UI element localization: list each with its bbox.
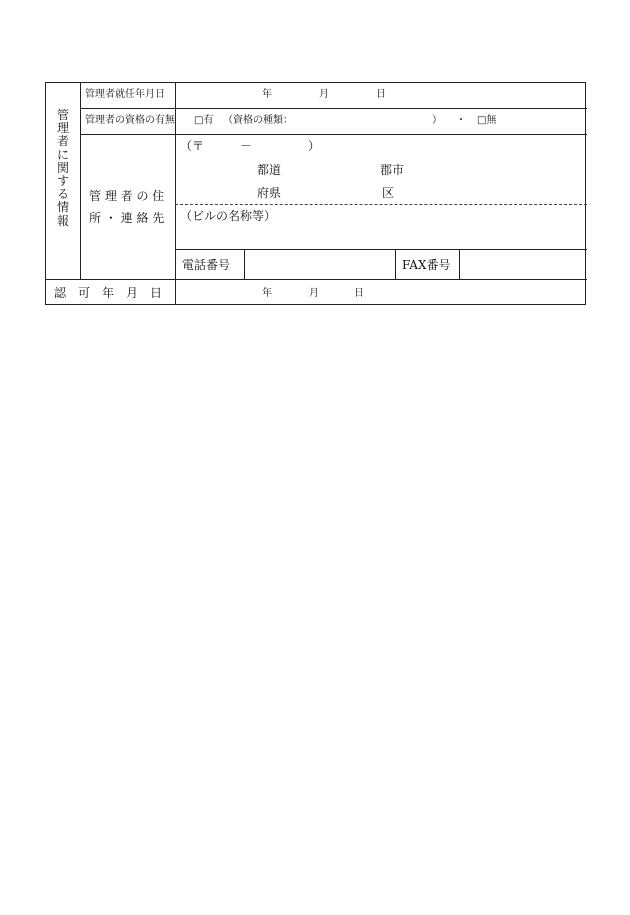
address-label-line1: 管 理 者 の 住: [89, 189, 165, 203]
postal-dash: －: [240, 139, 253, 153]
section-label-char: に: [56, 147, 69, 162]
qualification-yes-checkbox[interactable]: □有: [194, 115, 214, 126]
divider-approval-row: [46, 279, 587, 280]
prefecture-bottom: 府県: [257, 186, 282, 200]
approval-date-label: 認 可 年 月 日: [54, 286, 163, 300]
section-label-vertical: [51, 109, 75, 228]
divider-phone-row: [175, 249, 587, 250]
manager-info-form: [45, 82, 586, 305]
city-bottom: 区: [382, 186, 395, 200]
approval-day-unit: 日: [354, 288, 364, 299]
qualification-close-paren: ）: [432, 115, 442, 126]
approval-month-unit: 月: [309, 288, 319, 299]
section-label-char: 者: [56, 134, 69, 149]
qualification-no-checkbox[interactable]: □無: [477, 115, 497, 126]
divider-row-1: [80, 108, 587, 109]
section-label-char: 報: [56, 213, 69, 228]
building-name-label: （ビルの名称等）: [180, 209, 277, 223]
address-label-line2: 所 ・ 連 絡 先: [89, 211, 165, 225]
section-label-char: 管: [56, 108, 69, 122]
appointment-year-unit: 年: [262, 89, 272, 100]
section-label-char: 情: [56, 200, 69, 215]
prefecture-top: 都道: [257, 163, 282, 177]
section-label-char: 関: [56, 160, 69, 175]
divider-section-column: [80, 83, 81, 279]
fax-label: FAX番号: [402, 258, 451, 272]
phone-label: 電話番号: [182, 258, 231, 272]
postal-close: ）: [308, 139, 321, 153]
divider-building-dashed: [175, 204, 587, 205]
section-label-char: る: [56, 187, 69, 202]
appointment-month-unit: 月: [319, 89, 329, 100]
divider-fax-start: [395, 249, 396, 279]
qualification-separator: ・: [456, 115, 466, 126]
city-top: 郡市: [380, 163, 405, 177]
qualification-type-label: （資格の種類：: [223, 115, 293, 126]
qualification-label: 管理者の資格の有無: [85, 115, 175, 126]
section-label-char: す: [56, 174, 69, 189]
divider-row-2: [80, 134, 587, 135]
appointment-day-unit: 日: [376, 89, 386, 100]
divider-phone-label: [244, 249, 245, 279]
appointment-date-label: 管理者就任年月日: [85, 89, 165, 100]
divider-fax-label: [459, 249, 460, 279]
section-label-char: 理: [56, 121, 69, 136]
postal-open: （〒: [180, 139, 205, 153]
approval-year-unit: 年: [262, 288, 272, 299]
divider-label-column: [175, 83, 176, 305]
